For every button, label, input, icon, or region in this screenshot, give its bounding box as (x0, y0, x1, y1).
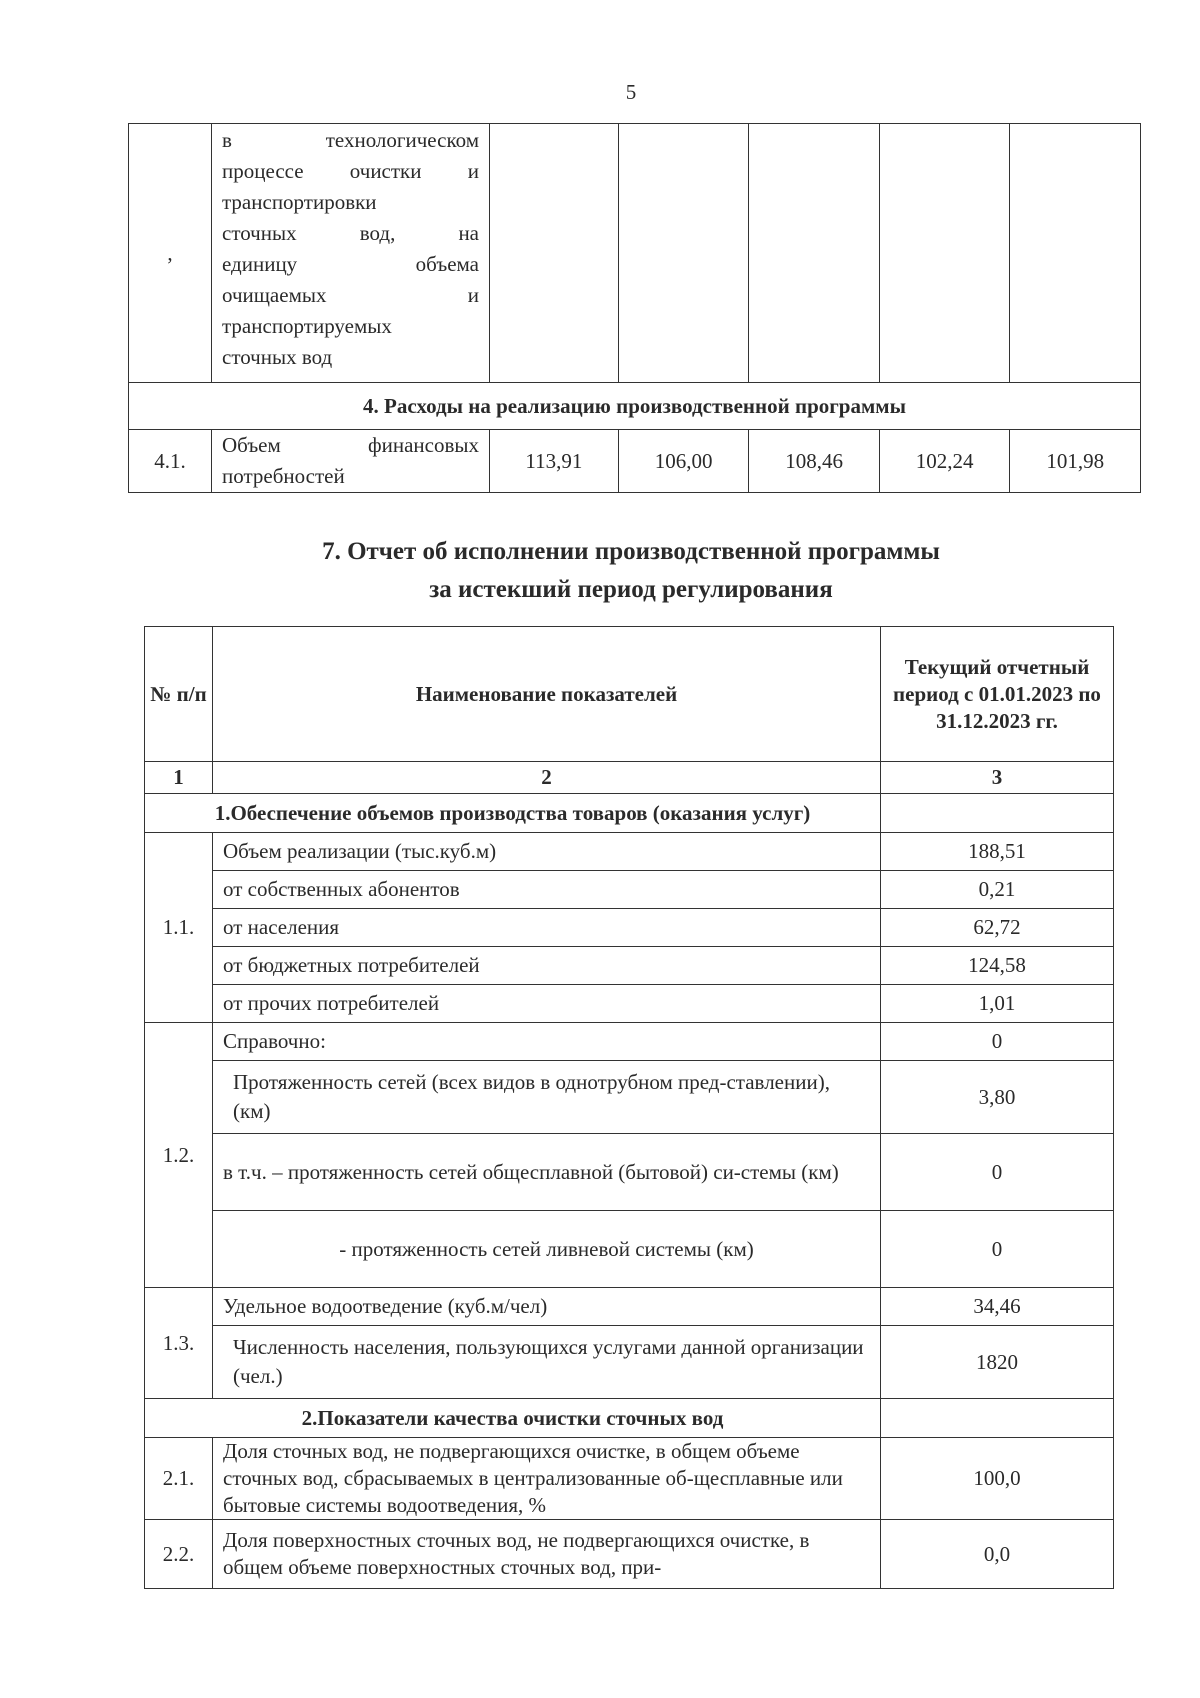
value-cell: 102,24 (879, 430, 1010, 493)
table-row (129, 124, 1141, 383)
table-row (145, 947, 1114, 985)
index-cell: 2 (213, 762, 881, 794)
table-row (145, 1438, 1114, 1520)
value-cell: 34,46 (881, 1288, 1114, 1326)
row-name: от собственных абонентов (213, 871, 881, 909)
report-table (144, 626, 1114, 1589)
row-number: 2.2. (145, 1520, 213, 1589)
value-cell (881, 794, 1114, 833)
value-cell: 188,51 (881, 833, 1114, 871)
section-header-row (129, 383, 1141, 430)
row-name: Доля сточных вод, не подвергающихся очистке, в общем объеме сточных вод, сбрасываемых в централизованные об-щесплавные или бытовые системы водоотведения, % (213, 1438, 881, 1520)
value-cell: 0,0 (881, 1520, 1114, 1589)
table-row (145, 1326, 1114, 1399)
value-cell: 1820 (881, 1326, 1114, 1399)
value-cell (879, 124, 1010, 383)
row-number: , (129, 124, 212, 383)
table-row (145, 1061, 1114, 1134)
value-cell: 113,91 (490, 430, 619, 493)
row-name: от бюджетных потребителей (213, 947, 881, 985)
table-row (145, 871, 1114, 909)
row-name: в технологическом процессе очистки и транспортировки сточных вод, на единицу объема очищаемых и транспортируемых сточных вод (212, 124, 490, 383)
row-number: 1.1. (145, 833, 213, 1023)
index-cell: 1 (145, 762, 213, 794)
row-name: Объем реализации (тыс.куб.м) (213, 833, 881, 871)
row-name: Объем финансовых потребностей (212, 430, 490, 493)
row-name: - протяженность сетей ливневой системы (км) (213, 1211, 881, 1288)
row-name: Удельное водоотведение (куб.м/чел) (213, 1288, 881, 1326)
row-number: 2.1. (145, 1438, 213, 1520)
page-number: 5 (625, 80, 637, 104)
table-row (145, 1134, 1114, 1211)
row-name: от населения (213, 909, 881, 947)
table-row (145, 1520, 1114, 1589)
section-header-row (145, 794, 1114, 833)
row-name: Протяженность сетей (всех видов в однотрубном пред-ставлении), (км) (213, 1061, 881, 1134)
row-number: 1.3. (145, 1288, 213, 1399)
section-title: 1.Обеспечение объемов производства товаров (оказания услуг) (145, 794, 881, 833)
header-period: Текущий отчетный период с 01.01.2023 по 31.12.2023 гг. (881, 627, 1114, 762)
table-row (145, 909, 1114, 947)
value-cell: 1,01 (881, 985, 1114, 1023)
section-heading (0, 533, 1200, 609)
header-name: Наименование показателей (213, 627, 881, 762)
heading-line: за истекший период регулирования (429, 576, 833, 603)
table-row (129, 430, 1141, 493)
index-cell: 3 (881, 762, 1114, 794)
value-cell: 0 (881, 1023, 1114, 1061)
section-header-row (145, 1399, 1114, 1438)
table-row (145, 1211, 1114, 1288)
value-cell (881, 1399, 1114, 1438)
investment-table (128, 123, 1141, 493)
value-cell (618, 124, 749, 383)
value-cell: 108,46 (749, 430, 880, 493)
row-name: от прочих потребителей (213, 985, 881, 1023)
value-cell (1010, 124, 1141, 383)
header-number: № п/п (145, 627, 213, 762)
value-cell (749, 124, 880, 383)
row-number: 4.1. (129, 430, 212, 493)
value-cell: 0 (881, 1134, 1114, 1211)
row-name: Численность населения, пользующихся услугами данной организации (чел.) (213, 1326, 881, 1399)
value-cell: 62,72 (881, 909, 1114, 947)
index-row (145, 762, 1114, 794)
value-cell: 124,58 (881, 947, 1114, 985)
row-number: 1.2. (145, 1023, 213, 1288)
section-title: 2.Показатели качества очистки сточных вод (145, 1399, 881, 1438)
value-cell: 0,21 (881, 871, 1114, 909)
table-row (145, 1023, 1114, 1061)
value-cell: 106,00 (618, 430, 749, 493)
row-name: в т.ч. – протяженность сетей общесплавной (бытовой) си-стемы (км) (213, 1134, 881, 1211)
header-row (145, 627, 1114, 762)
value-cell (490, 124, 619, 383)
value-cell: 3,80 (881, 1061, 1114, 1134)
value-cell: 101,98 (1010, 430, 1141, 493)
table-row (145, 833, 1114, 871)
section-title: 4. Расходы на реализацию производственной программы (129, 383, 1141, 430)
row-name: Справочно: (213, 1023, 881, 1061)
table-row (145, 985, 1114, 1023)
heading-line: 7. Отчет об исполнении производственной программы (322, 538, 940, 565)
value-cell: 100,0 (881, 1438, 1114, 1520)
value-cell: 0 (881, 1211, 1114, 1288)
table-row (145, 1288, 1114, 1326)
row-name: Доля поверхностных сточных вод, не подвергающихся очистке, в общем объеме поверхностных сточных вод, при- (213, 1520, 881, 1589)
